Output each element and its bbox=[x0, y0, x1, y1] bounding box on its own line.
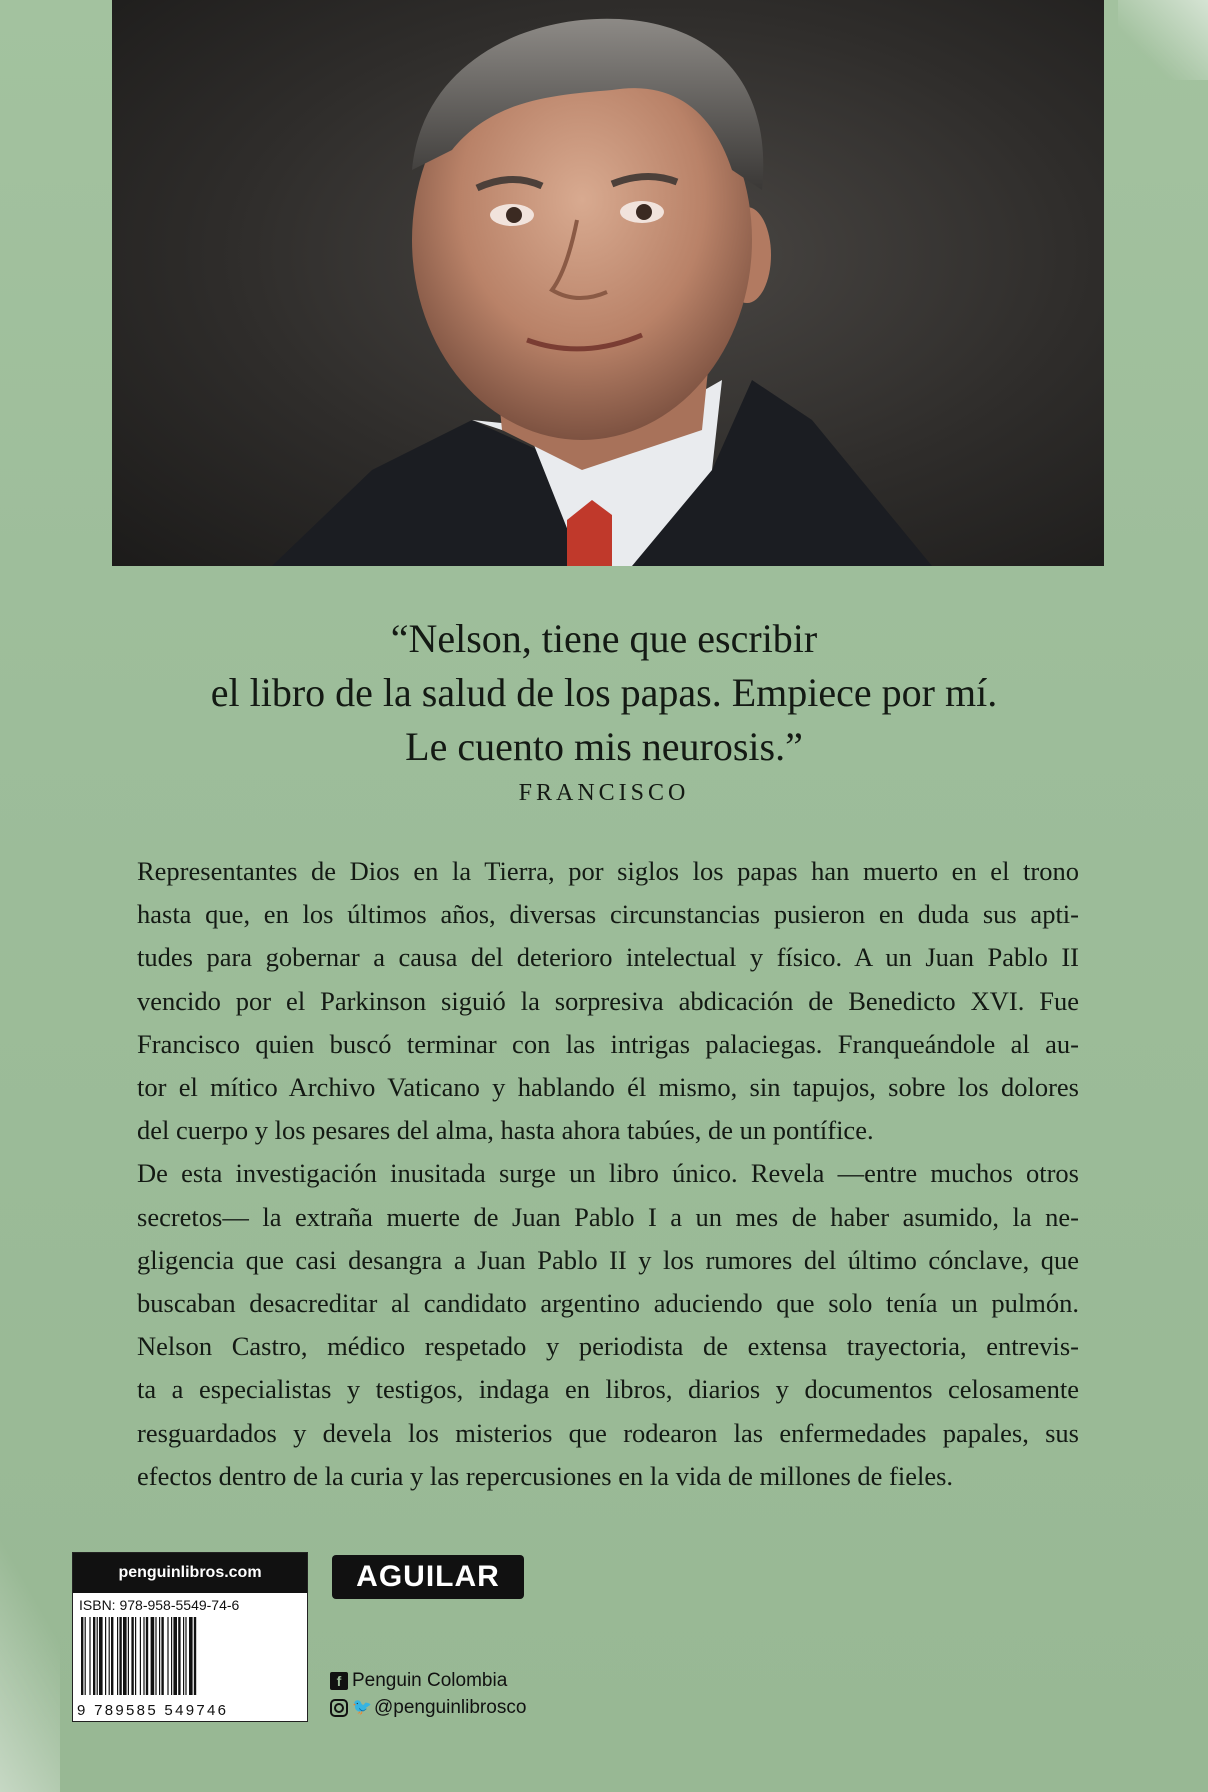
facebook-icon: f bbox=[330, 1672, 348, 1690]
blurb-line: secretos— la extraña muerte de Juan Pablo I a un mes de haber asumido, la ne- bbox=[137, 1201, 1079, 1232]
blurb-paragraph bbox=[137, 1152, 1079, 1498]
barcode-bar bbox=[85, 1617, 86, 1695]
barcode-bar bbox=[155, 1617, 156, 1695]
barcode-bar bbox=[128, 1617, 129, 1695]
barcode-bar bbox=[117, 1617, 118, 1695]
blurb-line: vencido por el Parkinson siguió la sorpresiva abdicación de Benedicto XVI. Fue bbox=[137, 985, 1079, 1016]
publisher-website: penguinlibros.com bbox=[73, 1553, 307, 1593]
barcode-bar bbox=[185, 1617, 186, 1695]
barcode-bar bbox=[167, 1617, 168, 1695]
blurb-line: Nelson Castro, médico respetado y periodista de extensa trayectoria, entrevis- bbox=[137, 1331, 1079, 1362]
barcode-bar bbox=[143, 1617, 144, 1695]
plastic-sheen bbox=[0, 1532, 60, 1792]
barcode-bar bbox=[111, 1617, 113, 1695]
barcode-bar bbox=[194, 1617, 196, 1695]
barcode-bars bbox=[79, 1617, 301, 1697]
blurb-paragraph bbox=[137, 850, 1079, 1152]
blurb-line: resguardados y devela los misterios que rodearon las enfermedades papales, sus bbox=[137, 1417, 1079, 1448]
blurb-line: del cuerpo y los pesares del alma, hasta ahora tabúes, de un pontífice. bbox=[137, 1115, 874, 1146]
barcode-bar bbox=[140, 1617, 141, 1695]
barcode-bar bbox=[159, 1617, 160, 1695]
quote-line: “Nelson, tiene que escribir bbox=[390, 616, 818, 661]
barcode-label bbox=[72, 1552, 308, 1722]
facebook-page-name: Penguin Colombia bbox=[352, 1670, 508, 1691]
barcode-bar bbox=[161, 1617, 163, 1695]
barcode-bar bbox=[173, 1617, 177, 1695]
barcode-bar bbox=[123, 1617, 127, 1695]
quote-line: el libro de la salud de los papas. Empiece por mí. bbox=[210, 670, 998, 715]
twitter-icon: 🐦 bbox=[352, 1699, 372, 1716]
barcode-bar bbox=[151, 1617, 155, 1695]
isbn-number: ISBN: 978-958-5549-74-6 bbox=[79, 1597, 240, 1613]
blurb-line: hasta que, en los últimos años, diversas circunstancias pusieron en duda sus apti- bbox=[137, 899, 1079, 930]
barcode-bar bbox=[93, 1617, 95, 1695]
barcode-bar bbox=[105, 1617, 106, 1695]
quote-attribution: FRANCISCO bbox=[518, 780, 690, 806]
barcode-bar bbox=[119, 1617, 121, 1695]
barcode-bar bbox=[189, 1617, 193, 1695]
barcode-bar bbox=[81, 1617, 83, 1695]
barcode-bar bbox=[97, 1617, 98, 1695]
blurb-line: Francisco quien buscó terminar con las intrigas palaciegas. Franqueándole al au- bbox=[137, 1028, 1079, 1059]
barcode-bar bbox=[178, 1617, 180, 1695]
barcode-bar bbox=[109, 1617, 110, 1695]
pull-quote bbox=[0, 612, 1208, 774]
blurb-line: tudes para gobernar a causa del deterioro intelectual y físico. A un Juan Pablo II bbox=[137, 942, 1079, 973]
barcode-bar bbox=[171, 1617, 172, 1695]
blurb-line: gligencia que casi desangra a Juan Pablo II y los rumores del último cónclave, que bbox=[137, 1244, 1079, 1275]
facebook-link bbox=[330, 1670, 507, 1692]
blurb-line: tor el mítico Archivo Vaticano y hablando él mismo, sin tapujos, sobre los dolores bbox=[137, 1072, 1079, 1103]
barcode-bar bbox=[135, 1617, 136, 1695]
book-blurb bbox=[137, 850, 1079, 1498]
blurb-line: ta a especialistas y testigos, indaga en libros, diarios y documentos celosamente bbox=[137, 1374, 1079, 1405]
barcode-digits: 9 789585 549746 bbox=[77, 1702, 229, 1719]
barcode-bar bbox=[89, 1617, 90, 1695]
author-portrait-illustration bbox=[112, 0, 1104, 566]
aguilar-logo: AGUILAR bbox=[332, 1555, 524, 1599]
barcode-bar bbox=[99, 1617, 103, 1695]
barcode-bar bbox=[131, 1617, 133, 1695]
blurb-line: buscaban desacreditar al candidato argentino aduciendo que solo tenía un pulmón. bbox=[137, 1288, 1079, 1319]
blurb-line: De esta investigación inusitada surge un libro único. Revela —entre muchos otros bbox=[137, 1158, 1079, 1189]
blurb-line: efectos dentro de la curia y las repercusiones en la vida de millones de fieles. bbox=[137, 1460, 954, 1491]
social-handle-text: @penguinlibrosco bbox=[374, 1697, 527, 1718]
blurb-line: Representantes de Dios en la Tierra, por siglos los papas han muerto en el trono bbox=[137, 856, 1079, 886]
social-handle bbox=[330, 1697, 526, 1719]
author-photo bbox=[112, 0, 1104, 566]
instagram-icon bbox=[330, 1699, 348, 1717]
plastic-sheen bbox=[1118, 0, 1208, 80]
barcode-bar bbox=[146, 1617, 148, 1695]
quote-line: Le cuento mis neurosis.” bbox=[405, 724, 803, 769]
barcode-bar bbox=[183, 1617, 184, 1695]
